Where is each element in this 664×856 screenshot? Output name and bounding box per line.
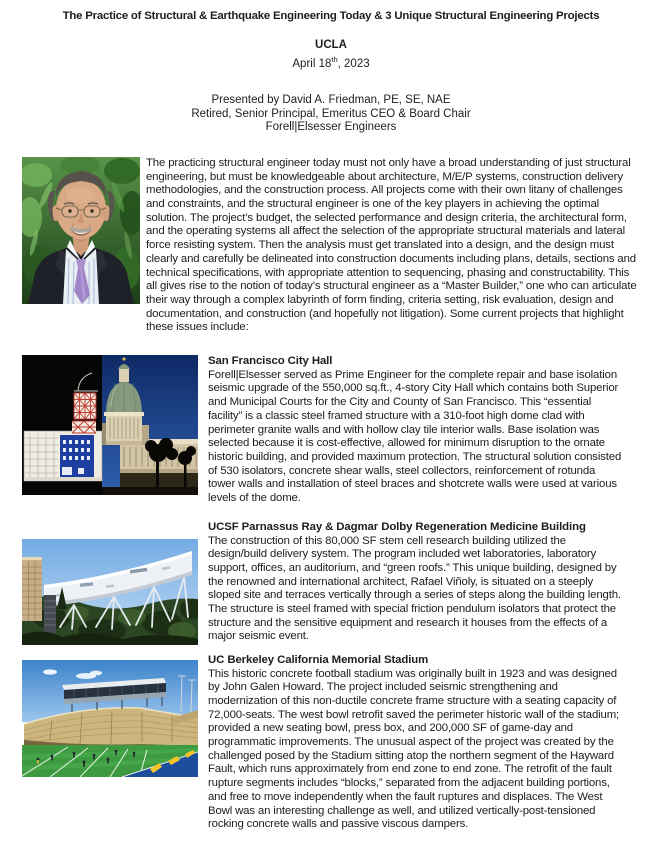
event-date [22,53,640,71]
speaker-headshot-photo [22,157,140,304]
venue-line: UCLA [315,39,347,51]
project-section-cal-stadium [22,654,640,832]
cal-memorial-stadium-image [22,660,198,777]
ucsf-building-image [22,539,198,645]
project-title-ucsf: UCSF Parnassus Ray & Dagmar Dolby Regeneration Medicine Building [208,520,586,533]
project-section-ucsf [22,521,640,645]
project-section-sf-city-hall [22,355,640,506]
sf-city-hall-image [22,355,198,495]
date-superscript: th [331,54,338,64]
presenter-firm-line: Forell|Elsesser Engineers [265,121,397,134]
date-prefix: April 18 [292,57,332,70]
intro-section [22,157,640,335]
page-title: The Practice of Structural & Earthquake Engineering Today & 3 Unique Structural Engineering Projects [62,10,600,22]
date-suffix: , 2023 [337,57,370,70]
intro-paragraph: The practicing structural engineer today must not only have a broad understanding of just structural engineering, but must be knowledgeable about architecture, M/E/P systems, construction delivery methodologies, and the construction process. All projects come with their own litany of challenges and constraints, and the structural engineer is one of the key players in achieving the optimal solution. The project’s budget, the selected performance and design criteria, the architectural form, and the operating systems all affect the selection of the appropriate structural materials and lateral force resisting system. Then the analysis must get translated into a design, and the design must clearly and carefully be delineated into construction documents including plans, details, sections and technical specifications, with appropriate attention to sequencing, phasing and constructability. This all gives rise to the notion of today’s structural engineer as a “Master Builder,” one who can articulate their way through a complex labyrinth of form finding, criteria setting, risk evaluation, design and documentation, and construction (and hopefully not litigation). Some current projects that highlight these issues include: [146,156,637,334]
project-text-cal-stadium: This historic concrete football stadium was originally built in 1923 and was designed by John Galen Howard. The project included seismic strengthening and modernization of this non-ductile concrete frame structure with a seating capacity of 72,000-seats. The west bowl retrofit saved the perimeter historic wall of the stadium; provided a new seating bowl, press box, and 200,000 SF of game-day and programmatic improvements. The unusual aspect of the project was created by the challenged posed by the Stadium sitting atop the northern segment of the Hayward Fault, which runs approximately from end zone to end zone. The retrofit of the fault rupture segments includes “blocks,” separated from the adjacent building portions, and free to move independently when the fault ruptures and displaces. The West Bowl was an interesting challenge as well, and utilized vertically-post-tensioned rocking concrete walls and passive viscous dampers. [208,667,620,831]
project-title-cal-stadium: UC Berkeley California Memorial Stadium [208,653,429,666]
presenter-role-line: Retired, Senior Principal, Emeritus CEO & Board Chair [191,107,471,120]
project-text-ucsf: The construction of this 80,000 SF stem cell research building utilized the design/build delivery system. The program included wet laboratories, laboratory support, offices, an auditorium, and “green roofs.” This unique building, designed by the renowned and international architect, Rafael Viñoly, is situated on a steeply sloped site and terraces vertically through a series of steps along the building length. The structure is steel framed with special friction pendulum isolators that protect the structure and the sensitive equipment and research it houses from the effects of a major seismic event. [208,534,621,643]
project-title-sf-city-hall: San Francisco City Hall [208,355,333,368]
presenter-block [22,94,640,135]
project-text-sf-city-hall: Forell|Elsesser served as Prime Engineer for the complete repair and base isolation seismic upgrade of the 550,000 sq.ft., 4-story City Hall which contains both Superior and Municipal Courts for the City and County of San Francisco. This “essential facility” is a classic steel framed structure with a 310-foot high dome clad with perimeter granite walls and with hollow clay tile interior walls. Base isolation was selected because it is cost-effective, allowed for minimum disruption to the ornate historic building, and provided maximum protection. The structural solution consisted of 530 isolators, concrete shear walls, steel collectors, reinforcement of rotunda tower walls and installation of steel braces and shotcrete walls were used at various levels of the dome. [208,368,622,505]
presented-by-line: Presented by David A. Friedman, PE, SE, NAE [211,93,451,106]
